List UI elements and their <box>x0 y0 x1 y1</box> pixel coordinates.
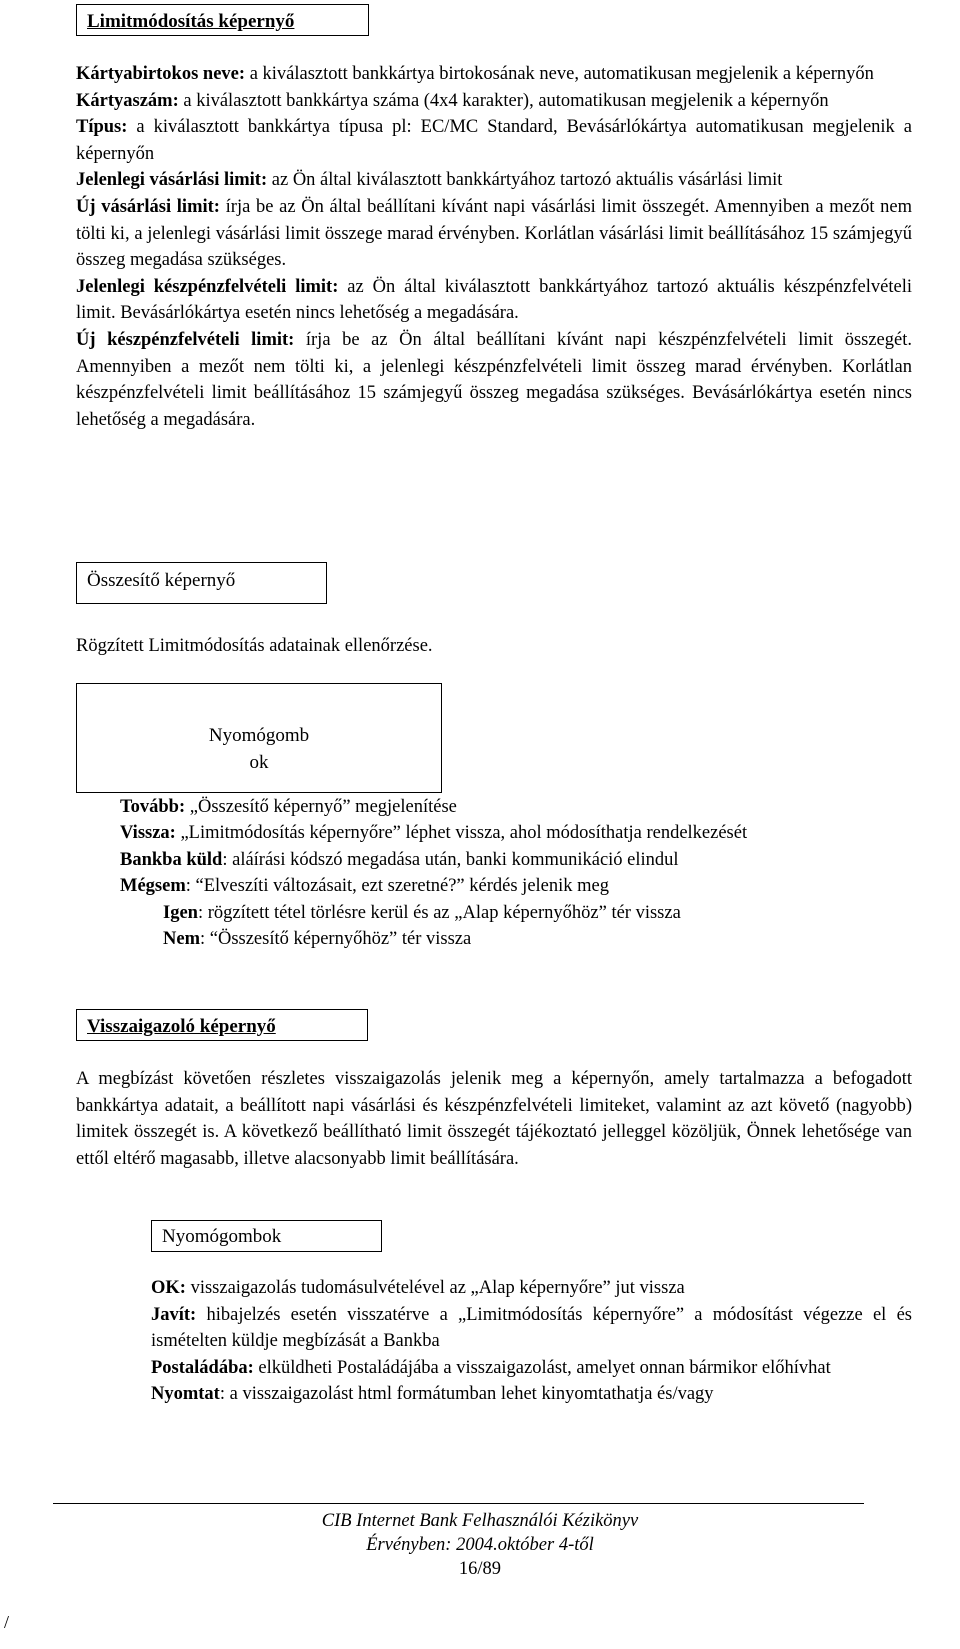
button-box-title: Nyomógomb <box>208 725 310 746</box>
field-label: Új készpénzfelvételi limit: <box>76 329 295 350</box>
field-desc-current-cash-limit <box>76 274 912 327</box>
button-box-ok-label: ok <box>249 752 269 773</box>
field-text: írja be az Ön által beállítani kívánt napi készpénzfelvételi limit összegét. Amennyiben a mezőt nem tölti ki, a jelenlegi készpénzfelvételi limit összeg marad érvényben. Korlátlan készpénzfelvételi limit beállításához 15 számjegyű összeg megadása szükséges. Bevásárlókártya esetén nincs lehetőség a megadására. <box>76 329 912 430</box>
action-text: : aláírási kódszó megadása után, banki kommunikáció elindul <box>222 849 679 870</box>
confirm-paragraph: A megbízást követően részletes visszaigazolás jelenik meg a képernyőn, amely tartalmazza a befogadott bankkártya adatait, a beállított napi vásárlási és készpénzfelvételi limiteket, valamint az azt követő (nagyobb) limitek összegét is. A következő beállítható limit összegét tájékoztató jelleggel közöljük, Önnek lehetősége van ettől eltérő magasabb, illetve alacsonyabb limit beállítására. <box>76 1069 912 1169</box>
button-label: Postaládába: <box>151 1357 254 1378</box>
action-text: : “Összesítő képernyőhöz” tér vissza <box>199 929 472 950</box>
summary-section-title: Összesítő képernyő <box>76 562 327 604</box>
summary-button-actions <box>120 794 920 952</box>
button-text: elküldheti Postaládájába a visszaigazolást, amelyet onnan bármikor előhívhat <box>253 1357 831 1378</box>
footer-rule <box>53 1503 864 1504</box>
summary-button-box <box>76 683 442 793</box>
confirm-section-title: Visszaigazoló képernyő <box>76 1009 368 1041</box>
button-desc-mailbox <box>151 1355 912 1382</box>
action-label: Tovább: <box>120 797 186 817</box>
field-label: Jelenlegi készpénzfelvételi limit: <box>76 276 339 297</box>
field-text: az Ön által kiválasztott bankkártyához tartozó aktuális készpénzfelvételi limit. Bevásárlókártya esetén nincs lehetőség a megadására. <box>76 276 913 324</box>
button-label: OK: <box>151 1278 186 1298</box>
action-text: „Összesítő képernyő” megjelenítése <box>185 797 457 817</box>
footer-manual-title: CIB Internet Bank Felhasználói Kézikönyv <box>321 1511 639 1531</box>
confirm-buttons-title: Nyomógombok <box>151 1220 382 1252</box>
action-label: Bankba küld <box>120 849 223 870</box>
corner-mark: / <box>4 1612 10 1632</box>
field-desc-card-number <box>76 88 912 115</box>
confirm-button-list <box>151 1275 912 1408</box>
page-number: 16/89 <box>458 1559 502 1579</box>
action-cancel-yes <box>120 900 920 926</box>
field-label: Kártyabirtokos neve: <box>76 64 246 84</box>
action-text: : “Elveszíti változásait, ezt szeretné?” kérdés jelenik meg <box>185 876 609 897</box>
button-desc-print <box>151 1381 912 1408</box>
field-text: a kiválasztott bankkártya száma (4x4 karakter), automatikusan megjelenik a képernyőn <box>178 90 829 111</box>
button-label: Nyomtat <box>151 1384 220 1405</box>
field-desc-type <box>76 114 912 167</box>
field-text: írja be az Ön által beállítani kívánt napi vásárlási limit összegét. Amennyiben a mezőt nem tölti ki, a jelenlegi vásárlási limit összege marad érvényben. Korlátlan vásárlási limit beállításához 15 számjegyű összeg megadása szükséges. <box>76 196 912 271</box>
action-label: Nem <box>163 929 200 950</box>
field-text: az Ön által kiválasztott bankkártyához tartozó aktuális vásárlási limit <box>267 170 783 191</box>
field-desc-cardholder <box>76 61 912 88</box>
action-label: Vissza: <box>120 823 176 844</box>
action-cancel <box>120 873 920 899</box>
action-back <box>120 820 920 846</box>
button-text: hibajelzés esetén visszatérve a „Limitmódosítás képernyőre” a módosítást végezze el és ismételten küldje megbízását a Bankba <box>151 1304 912 1352</box>
field-desc-new-purchase-limit <box>76 194 912 274</box>
button-text: : a visszaigazolást html formátumban lehet kinyomtathatja és/vagy <box>219 1384 714 1405</box>
field-desc-current-purchase-limit <box>76 167 912 194</box>
action-text: „Limitmódosítás képernyőre” léphet vissza, ahol módosíthatja rendelkezését <box>175 823 748 844</box>
field-label: Jelenlegi vásárlási limit: <box>76 170 268 191</box>
button-desc-ok <box>151 1275 912 1302</box>
field-label: Típus: <box>76 117 128 138</box>
button-text: visszaigazolás tudomásulvételével az „Alap képernyőre” jut vissza <box>185 1278 685 1298</box>
summary-intro: Rögzített Limitmódosítás adatainak ellenőrzése. <box>76 636 433 656</box>
field-desc-new-cash-limit <box>76 327 912 433</box>
action-label: Mégsem <box>120 876 186 897</box>
field-text: a kiválasztott bankkártya típusa pl: EC/MC Standard, Bevásárlókártya automatikusan megjelenik a képernyőn <box>76 117 912 164</box>
limit-field-descriptions <box>76 61 912 433</box>
field-label: Új vásárlási limit: <box>76 196 220 217</box>
footer <box>240 1509 720 1581</box>
action-text: : rögzített tétel törlésre kerül és az „Alap képernyőhöz” tér vissza <box>197 902 681 923</box>
action-cancel-no <box>120 926 920 952</box>
action-next <box>120 794 920 820</box>
action-label: Igen <box>163 902 198 923</box>
field-label: Kártyaszám: <box>76 90 179 111</box>
action-send-to-bank <box>120 847 920 873</box>
button-label: Javít: <box>151 1304 197 1325</box>
button-desc-fix <box>151 1302 912 1355</box>
field-text: a kiválasztott bankkártya birtokosának neve, automatikusan megjelenik a képernyőn <box>245 64 874 84</box>
footer-validity: Érvényben: 2004.október 4-től <box>366 1535 594 1555</box>
limit-section-title: Limitmódosítás képernyő <box>76 4 369 36</box>
